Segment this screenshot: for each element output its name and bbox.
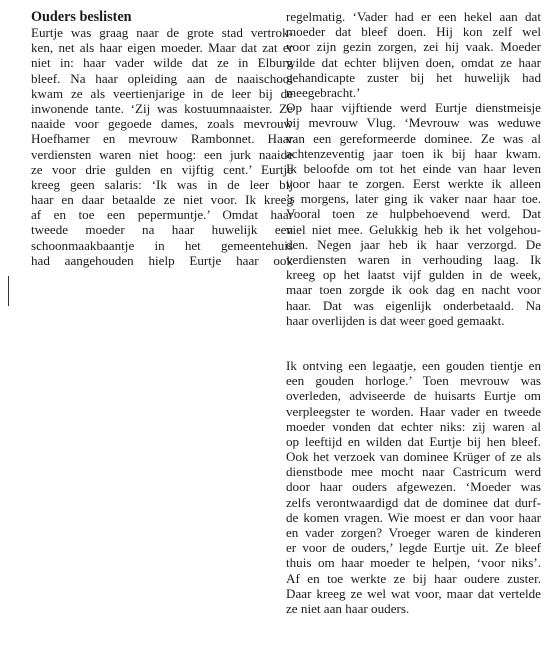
text-line: Op haar vijftiende werd Eurtje dienstmeisje — [286, 100, 541, 116]
section-heading: Ouders beslisten — [31, 9, 132, 25]
text-line: verdiensten waren in verhouding laag. Ik — [286, 252, 541, 267]
text-line: thuis om haar moeder te helpen, ‘voor niks’. — [286, 555, 541, 571]
margin-rule — [8, 276, 9, 306]
text-line: af en toe een pepermuntje.’ Omdat haar — [31, 207, 293, 223]
text-line: Hoefhamer en mevrouw Rambonnet. Haar — [31, 131, 293, 147]
text-line: voor zijn gezin zorgen, zei hij vaak. Moeder — [286, 39, 541, 55]
text-line: een gouden horloge.’ Toen mevrouw was — [286, 373, 541, 389]
text-line: Vooral toen ze hulpbehoevend werd. Dat — [286, 206, 541, 222]
text-line: gehandicapte zuster bij het huwelijk had — [286, 69, 541, 85]
text-line: inwonende tante. ‘Zij was kostuumnaaister. Ze — [31, 100, 293, 116]
text-line: dienstbode mee mocht naar Castricum werd — [286, 464, 541, 480]
text-line: de komen vragen. Wie moest er dan voor haar — [286, 509, 541, 525]
text-line: den. Negen jaar heb ik haar verzorgd. De — [286, 236, 541, 252]
text-line: viel niet mee. Gelukkig heb ik het volgehou- — [286, 221, 541, 237]
text-line: kreeg geen salaris: ‘Ik was in de leer bij — [31, 176, 293, 192]
text-line: haar en daar betaalde ze niet voor. Ik kreeg — [31, 192, 293, 208]
paragraph-gap — [286, 328, 541, 358]
text-line: en vader zorgen? Vroeger waren de kinderen — [286, 525, 541, 540]
text-line: tweede moeder na haar huwelijk een — [31, 222, 293, 238]
text-line: had aangehouden hielp Eurtje haar ook — [31, 252, 293, 268]
text-line: haar. Dat was eigenlijk onderbetaald. Na — [286, 297, 541, 313]
text-line: meegebracht.’ — [286, 84, 361, 100]
text-line: schoonmaakbaantje in het gemeentehuis — [31, 237, 293, 253]
text-line: ’s morgens, later ging ik vaker naar haar toe. — [286, 191, 541, 207]
left-column — [31, 9, 293, 268]
text-line: Ik ontving een legaatje, een gouden tientje en — [286, 357, 541, 373]
text-line: achtenzeventig jaar toen ik bij haar kwam. — [286, 145, 541, 161]
text-line: maar toen zorgde ik ook dag en nacht voor — [286, 282, 541, 298]
text-line: van een gereformeerde dominee. Ze was al — [286, 130, 541, 146]
text-line: naaide voor gegoede dames, zoals mevrouw — [31, 116, 293, 132]
text-line: voor haar te zorgen. Eerst werkte ik alleen — [286, 176, 541, 192]
text-line: Daar kreeg ze wel wat voor, maar dat vertelde — [286, 585, 541, 601]
text-line: Ik beloofde om tot het einde van haar leven — [286, 160, 541, 176]
text-line: kwam ze als veertienjarige in de leer bij de — [31, 85, 293, 101]
text-line: overleden, adviseerde de huisarts Eurtje om — [286, 388, 541, 404]
text-line: door haar ouders afgewezen. ‘Moeder was — [286, 479, 541, 495]
text-line: ze niet aan haar ouders. — [286, 600, 410, 616]
text-line: Ook het verzoek van dominee Krüger of ze als — [286, 449, 541, 465]
text-line: moeder vonden dat echter niks: zij waren al — [286, 418, 541, 434]
text-line: wilde dat echter blijven doen, omdat ze haar — [286, 54, 541, 70]
text-line: er voor de ouders,’ legde Eurtje uit. Ze bleef — [286, 540, 541, 556]
text-line: verdiensten waren niet hoog: een jurk naaide — [31, 146, 293, 162]
text-line: ze voor drie gulden en vijftig cent.’ Eurtje — [31, 161, 293, 177]
text-line: op leeftijd en wilden dat Eurtje bij hen bleef. — [286, 433, 541, 449]
text-line: Af en toe werkte ze bij haar oudere zuster. — [286, 570, 541, 586]
text-line: ken, net als haar eigen moeder. Maar dat zat er — [31, 40, 293, 56]
text-line: zelfs verontwaardigd dat de dominee dat durf- — [286, 494, 541, 510]
text-line: bleef. Na haar opleiding aan de naaischool — [31, 70, 293, 86]
text-line: Eurtje was graag naar de grote stad vertrok- — [31, 25, 293, 40]
text-line: niet in: haar vader wilde dat ze in Elburg — [31, 55, 293, 71]
text-line: kreeg op het laatst vijf gulden in de week, — [286, 267, 541, 283]
text-line: bij mevrouw Vlug. ‘Mevrouw was weduwe — [286, 115, 541, 131]
text-line: moeder dat bleef doen. Hij kon zelf wel — [286, 24, 541, 40]
right-column — [286, 9, 541, 616]
text-line: verpleegster te worden. Haar vader en tweede — [286, 403, 541, 419]
text-line: regelmatig. ‘Vader had er een hekel aan dat — [286, 9, 541, 24]
text-line: haar overlijden is dat weer goed gemaakt. — [286, 312, 505, 328]
